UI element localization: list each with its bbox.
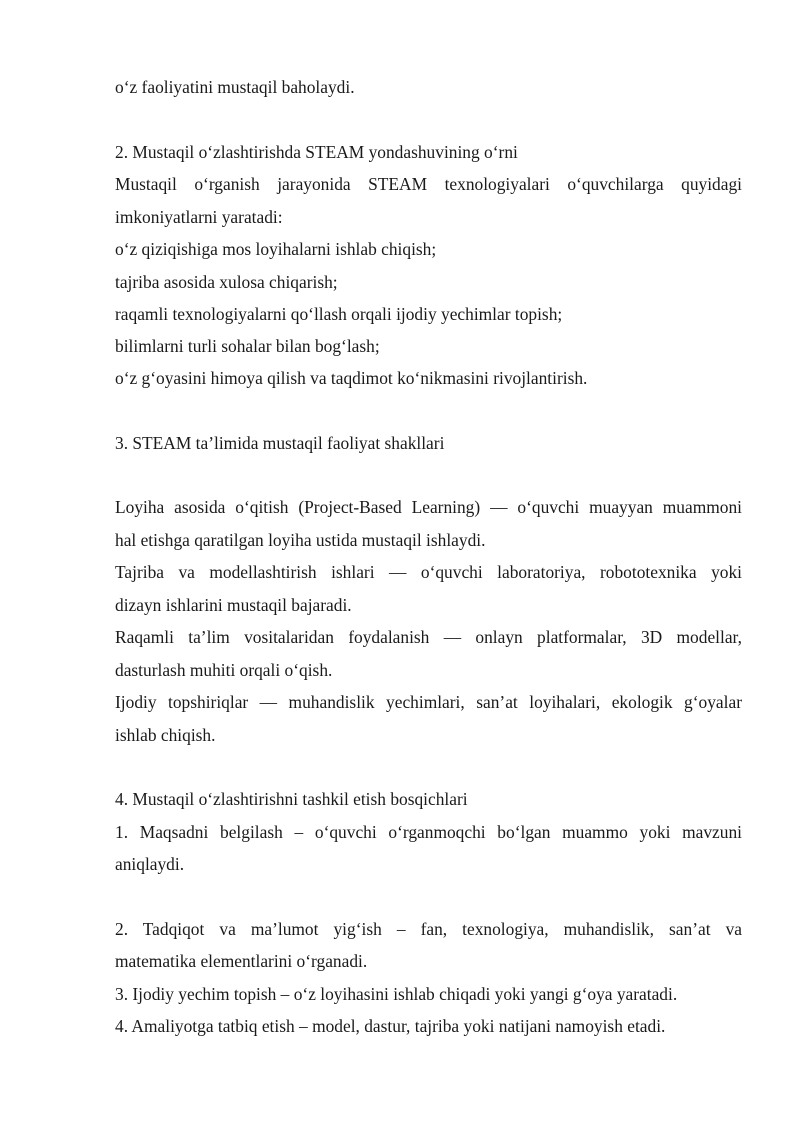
form-line: Loyiha asosida o‘qitish (Project-Based Learning) — o‘quvchi muayyan muammoni — [115, 497, 742, 517]
form-line: hal etishga qaratilgan loyiha ustida mustaqil ishlaydi. — [115, 530, 486, 550]
intro-text: o‘z faoliyatini mustaqil baholaydi. — [115, 77, 355, 97]
list-item: bilimlarni turli sohalar bilan bog‘lash; — [115, 336, 380, 356]
form-line: Raqamli ta’lim vositalaridan foydalanish — onlayn platformalar, 3D modellar, — [115, 627, 742, 647]
form-line: Tajriba va modellashtirish ishlari — o‘quvchi laboratoriya, robototexnika yoki — [115, 562, 742, 582]
form-line: Ijodiy topshiriqlar — muhandislik yechimlari, san’at loyihalari, ekologik g‘oyalar — [115, 692, 742, 712]
list-item: raqamli texnologiyalarni qo‘llash orqali ijodiy yechimlar topish; — [115, 304, 563, 324]
step-line: 2. Tadqiqot va ma’lumot yig‘ish – fan, texnologiya, muhandislik, san’at va — [115, 919, 742, 939]
form-line: ishlab chiqish. — [115, 725, 216, 745]
step-line: 1. Maqsadni belgilash – o‘quvchi o‘rganmoqchi bo‘lgan muammo yoki mavzuni — [115, 822, 742, 842]
step-line: aniqlaydi. — [115, 854, 185, 874]
section-2-heading: 2. Mustaqil o‘zlashtirishda STEAM yondashuvining o‘rni — [115, 142, 518, 162]
form-line: dizayn ishlarini mustaqil bajaradi. — [115, 595, 352, 615]
list-item: o‘z g‘oyasini himoya qilish va taqdimot ko‘nikmasini rivojlantirish. — [115, 368, 588, 388]
section-2-paragraph-line: Mustaqil o‘rganish jarayonida STEAM texnologiyalari o‘quvchilarga quyidagi — [115, 174, 742, 194]
section-4-heading: 4. Mustaqil o‘zlashtirishni tashkil etish bosqichlari — [115, 789, 468, 809]
list-item: o‘z qiziqishiga mos loyihalarni ishlab chiqish; — [115, 239, 437, 259]
section-3-heading: 3. STEAM ta’limida mustaqil faoliyat shakllari — [115, 433, 445, 453]
section-2-paragraph-line: imkoniyatlarni yaratadi: — [115, 207, 283, 227]
step-line: matematika elementlarini o‘rganadi. — [115, 951, 368, 971]
form-line: dasturlash muhiti orqali o‘qish. — [115, 660, 333, 680]
step-line: 4. Amaliyotga tatbiq etish – model, dastur, tajriba yoki natijani namoyish etadi. — [115, 1016, 666, 1036]
step-line: 3. Ijodiy yechim topish – o‘z loyihasini ishlab chiqadi yoki yangi g‘oya yaratadi. — [115, 984, 678, 1004]
list-item: tajriba asosida xulosa chiqarish; — [115, 272, 338, 292]
